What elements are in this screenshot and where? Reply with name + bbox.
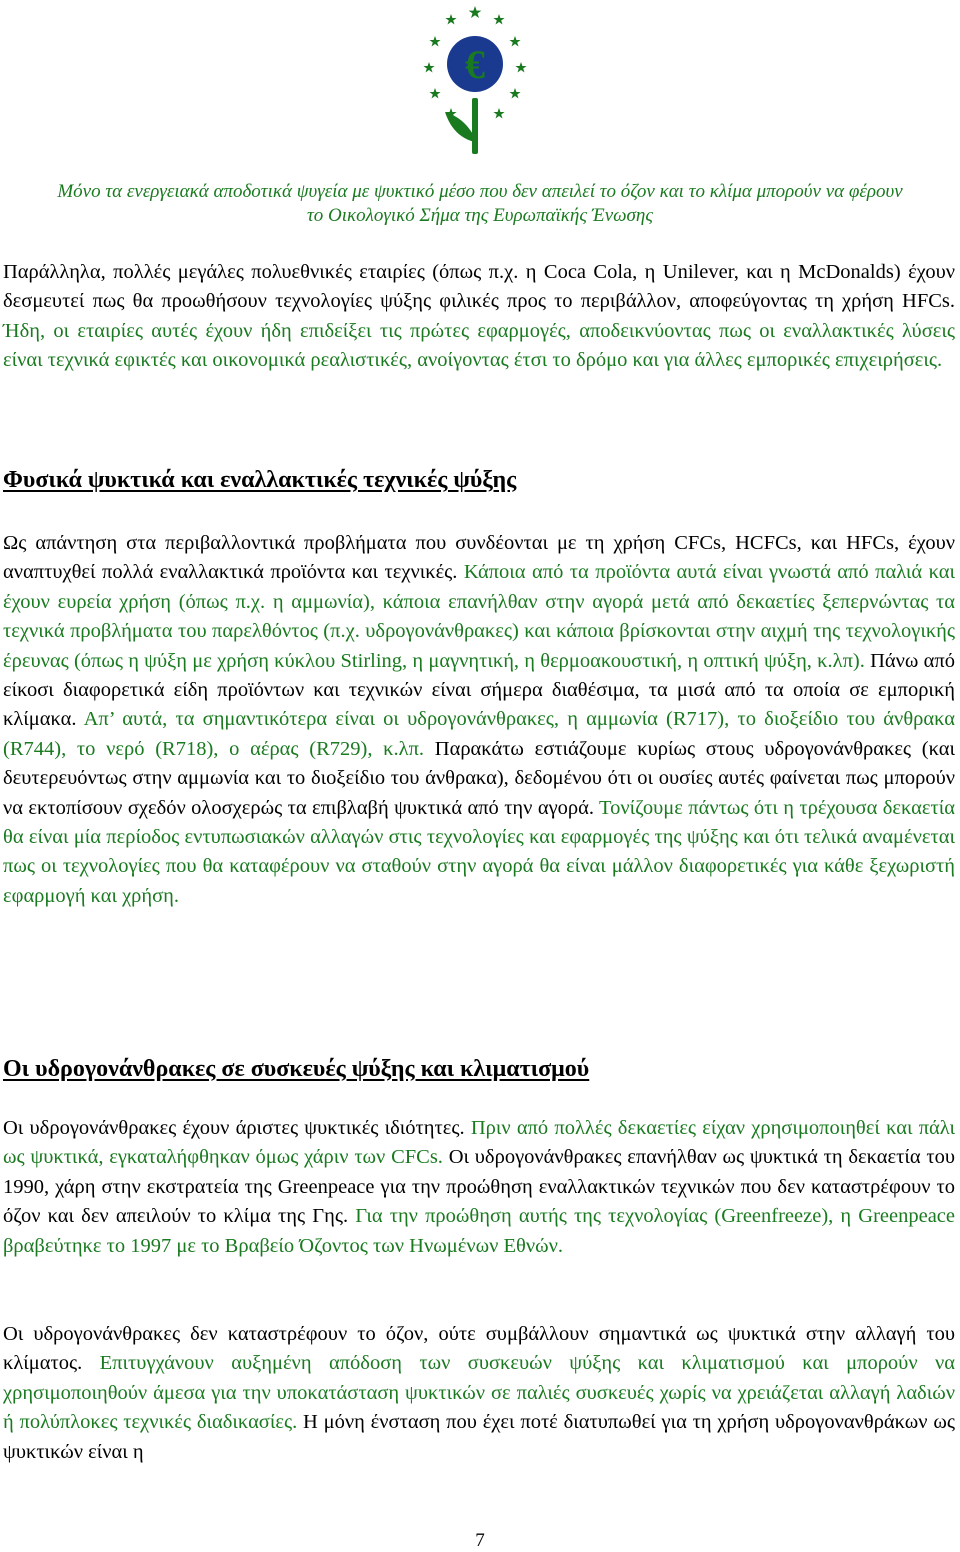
paragraph-text: Η μόνη ένσταση που έχει ποτέ διατυπωθεί για τη χρήση υδρογονανθράκων ως ψυκτικών είναι η <box>3 1411 955 1463</box>
paragraph-multinationals <box>3 258 955 376</box>
page-number: 7 <box>475 1530 485 1551</box>
paragraph-text: Οι υδρογονάνθρακες επανήλθαν ως ψυκτικά τη δεκαετία του 1990, χάρη στην εκστρατεία της Greenpeace για την προώθηση εναλλακτικών τεχνικών που δεν καταστρέφουν το όζον και δεν απειλούν το κλίμα της Γης. <box>3 1146 955 1228</box>
highlighted-text: Πριν από πολλές δεκαετίες είχαν χρησιμοποιηθεί και πάλι ως ψυκτικά, εγκαταλήφθηκαν όμως χάριν των CFCs. <box>3 1117 955 1169</box>
paragraph-alternatives <box>3 529 955 911</box>
paragraph-text: Παράλληλα, πολλές μεγάλες πολυεθνικές εταιρίες (όπως π.χ. η Coca Cola, η Unilever, και η McDonalds) έχουν δεσμευτεί πως θα προωθήσουν τεχνολογίες ψύξης φιλικές προς το περιβάλλον, αποφεύγοντας τη χρήση HFCs. <box>3 261 955 313</box>
svg-text:€: € <box>465 42 485 87</box>
section-heading-natural-refrigerants: Φυσικά ψυκτικά και εναλλακτικές τεχνικές ψύξης <box>3 467 517 493</box>
paragraph-text: Πάνω από είκοσι διαφορετικά είδη προϊόντων και τεχνικών είναι σήμερα διαθέσιμα, τα μισά από τα οποία σε εμπορική κλίμακα. <box>3 649 955 731</box>
highlighted-text: Τονίζουμε πάντως ότι η τρέχουσα δεκαετία θα είναι μία περίοδος εντυπωσιακών αλλαγών στις τεχνολογίες και εφαρμογές της ψύξης και ότι τελικά αναμένεται πως οι τεχνολογίες που θα καταφέρουν να σταθούν στην αγορά θα είναι μάλλον διαφορετικές για κάθε ξεχωριστή εφαρμογή και χρήση. <box>3 796 955 907</box>
paragraph-text: Οι υδρογονάνθρακες έχουν άριστες ψυκτικές ιδιότητες. <box>3 1117 465 1139</box>
highlighted-text: Επιτυγχάνουν αυξημένη απόδοση των συσκευών ψύξης και κλιματισμού και μπορούν να χρησιμοποιηθούν άμεσα για την υποκατάσταση ψυκτικών σε παλιές συσκευές χωρίς να χρειάζεται αλλαγή λαδιών ή πολύπλοκες τεχνικές διαδικασίες. <box>3 1352 955 1434</box>
caption-line-1: Μόνο τα ενεργειακά αποδοτικά ψυγεία με ψυκτικό μέσο που δεν απειλεί το όζον και το κλίμα μπορούν να φέρουν <box>57 181 903 202</box>
paragraph-hydrocarbon-benefits <box>3 1320 955 1467</box>
eu-ecolabel-flower-icon <box>415 2 535 160</box>
logo-caption <box>0 180 960 228</box>
highlighted-text: Ήδη, οι εταιρίες αυτές έχουν ήδη επιδείξει τις πρώτες εφαρμογές, αποδεικνύοντας πως οι εναλλακτικές λύσεις είναι τεχνικά εφικτές και οικονομικά ρεαλιστικές, ανοίγοντας έτσι το δρόμο και για άλλες εμπορικές επιχειρήσεις. <box>3 319 955 372</box>
caption-line-2: το Οικολογικό Σήμα της Ευρωπαϊκής Ένωσης <box>306 205 654 226</box>
highlighted-text: Κάποια από τα προϊόντα αυτά είναι γνωστά από παλιά και έχουν ευρεία χρήση (όπως π.χ. η αμμωνία), κάποια επανήλθαν στην αγορά μετά από δεκαετίες ξεπερνώντας τα τεχνικά προβλήματα του παρελθόντος (π.χ. υδρογονάνθρακες) και κάποια βρίσκονται στην αιχμή της τεχνολογικής έρευνας (όπως η ψύξη με χρήση κύκλου Stirling, η μαγνητική, η θερμοακουστική, η οπτική ψύξη, κ.λπ). <box>3 561 956 672</box>
paragraph-text: Οι υδρογονάνθρακες δεν καταστρέφουν το όζον, ούτε συμβάλλουν σημαντικά ως ψυκτικά στην αλλαγή του κλίματος. <box>3 1323 955 1375</box>
paragraph-hydrocarbons <box>3 1114 955 1261</box>
section-heading-hydrocarbons: Οι υδρογονάνθρακες σε συσκευές ψύξης και κλιματισμού <box>3 1056 590 1082</box>
highlighted-text: Απ’ αυτά, τα σημαντικότερα είναι οι υδρογονάνθρακες, η αμμωνία (R717), το διοξείδιο του άνθρακα (R744), το νερό (R718), ο αέρας (R729), κ.λπ. <box>3 708 955 760</box>
paragraph-text: Ως απάντηση στα περιβαλλοντικά προβλήματα που συνδέονται με τη χρήση CFCs, HCFCs, και HFCs, έχουν αναπτυχθεί πολλά εναλλακτικά προϊόντα και τεχνικές. <box>3 532 955 584</box>
paragraph-text: Παρακάτω εστιάζουμε κυρίως στους υδρογονάνθρακες (και δευτερευόντως στην αμμωνία και το διοξείδιο του άνθρακα), δεδομένου ότι οι ουσίες αυτές φαίνεται πως μπορούν να εκτοπίσουν σχεδόν ολοσχερώς τα επιβλαβή ψυκτικά από την αγορά. <box>3 737 955 819</box>
highlighted-text: Για την προώθηση αυτής της τεχνολογίας (Greenfreeze), η Greenpeace βραβεύτηκε το 1997 με το Βραβείο Όζοντος των Ηνωμένων Εθνών. <box>3 1205 955 1257</box>
